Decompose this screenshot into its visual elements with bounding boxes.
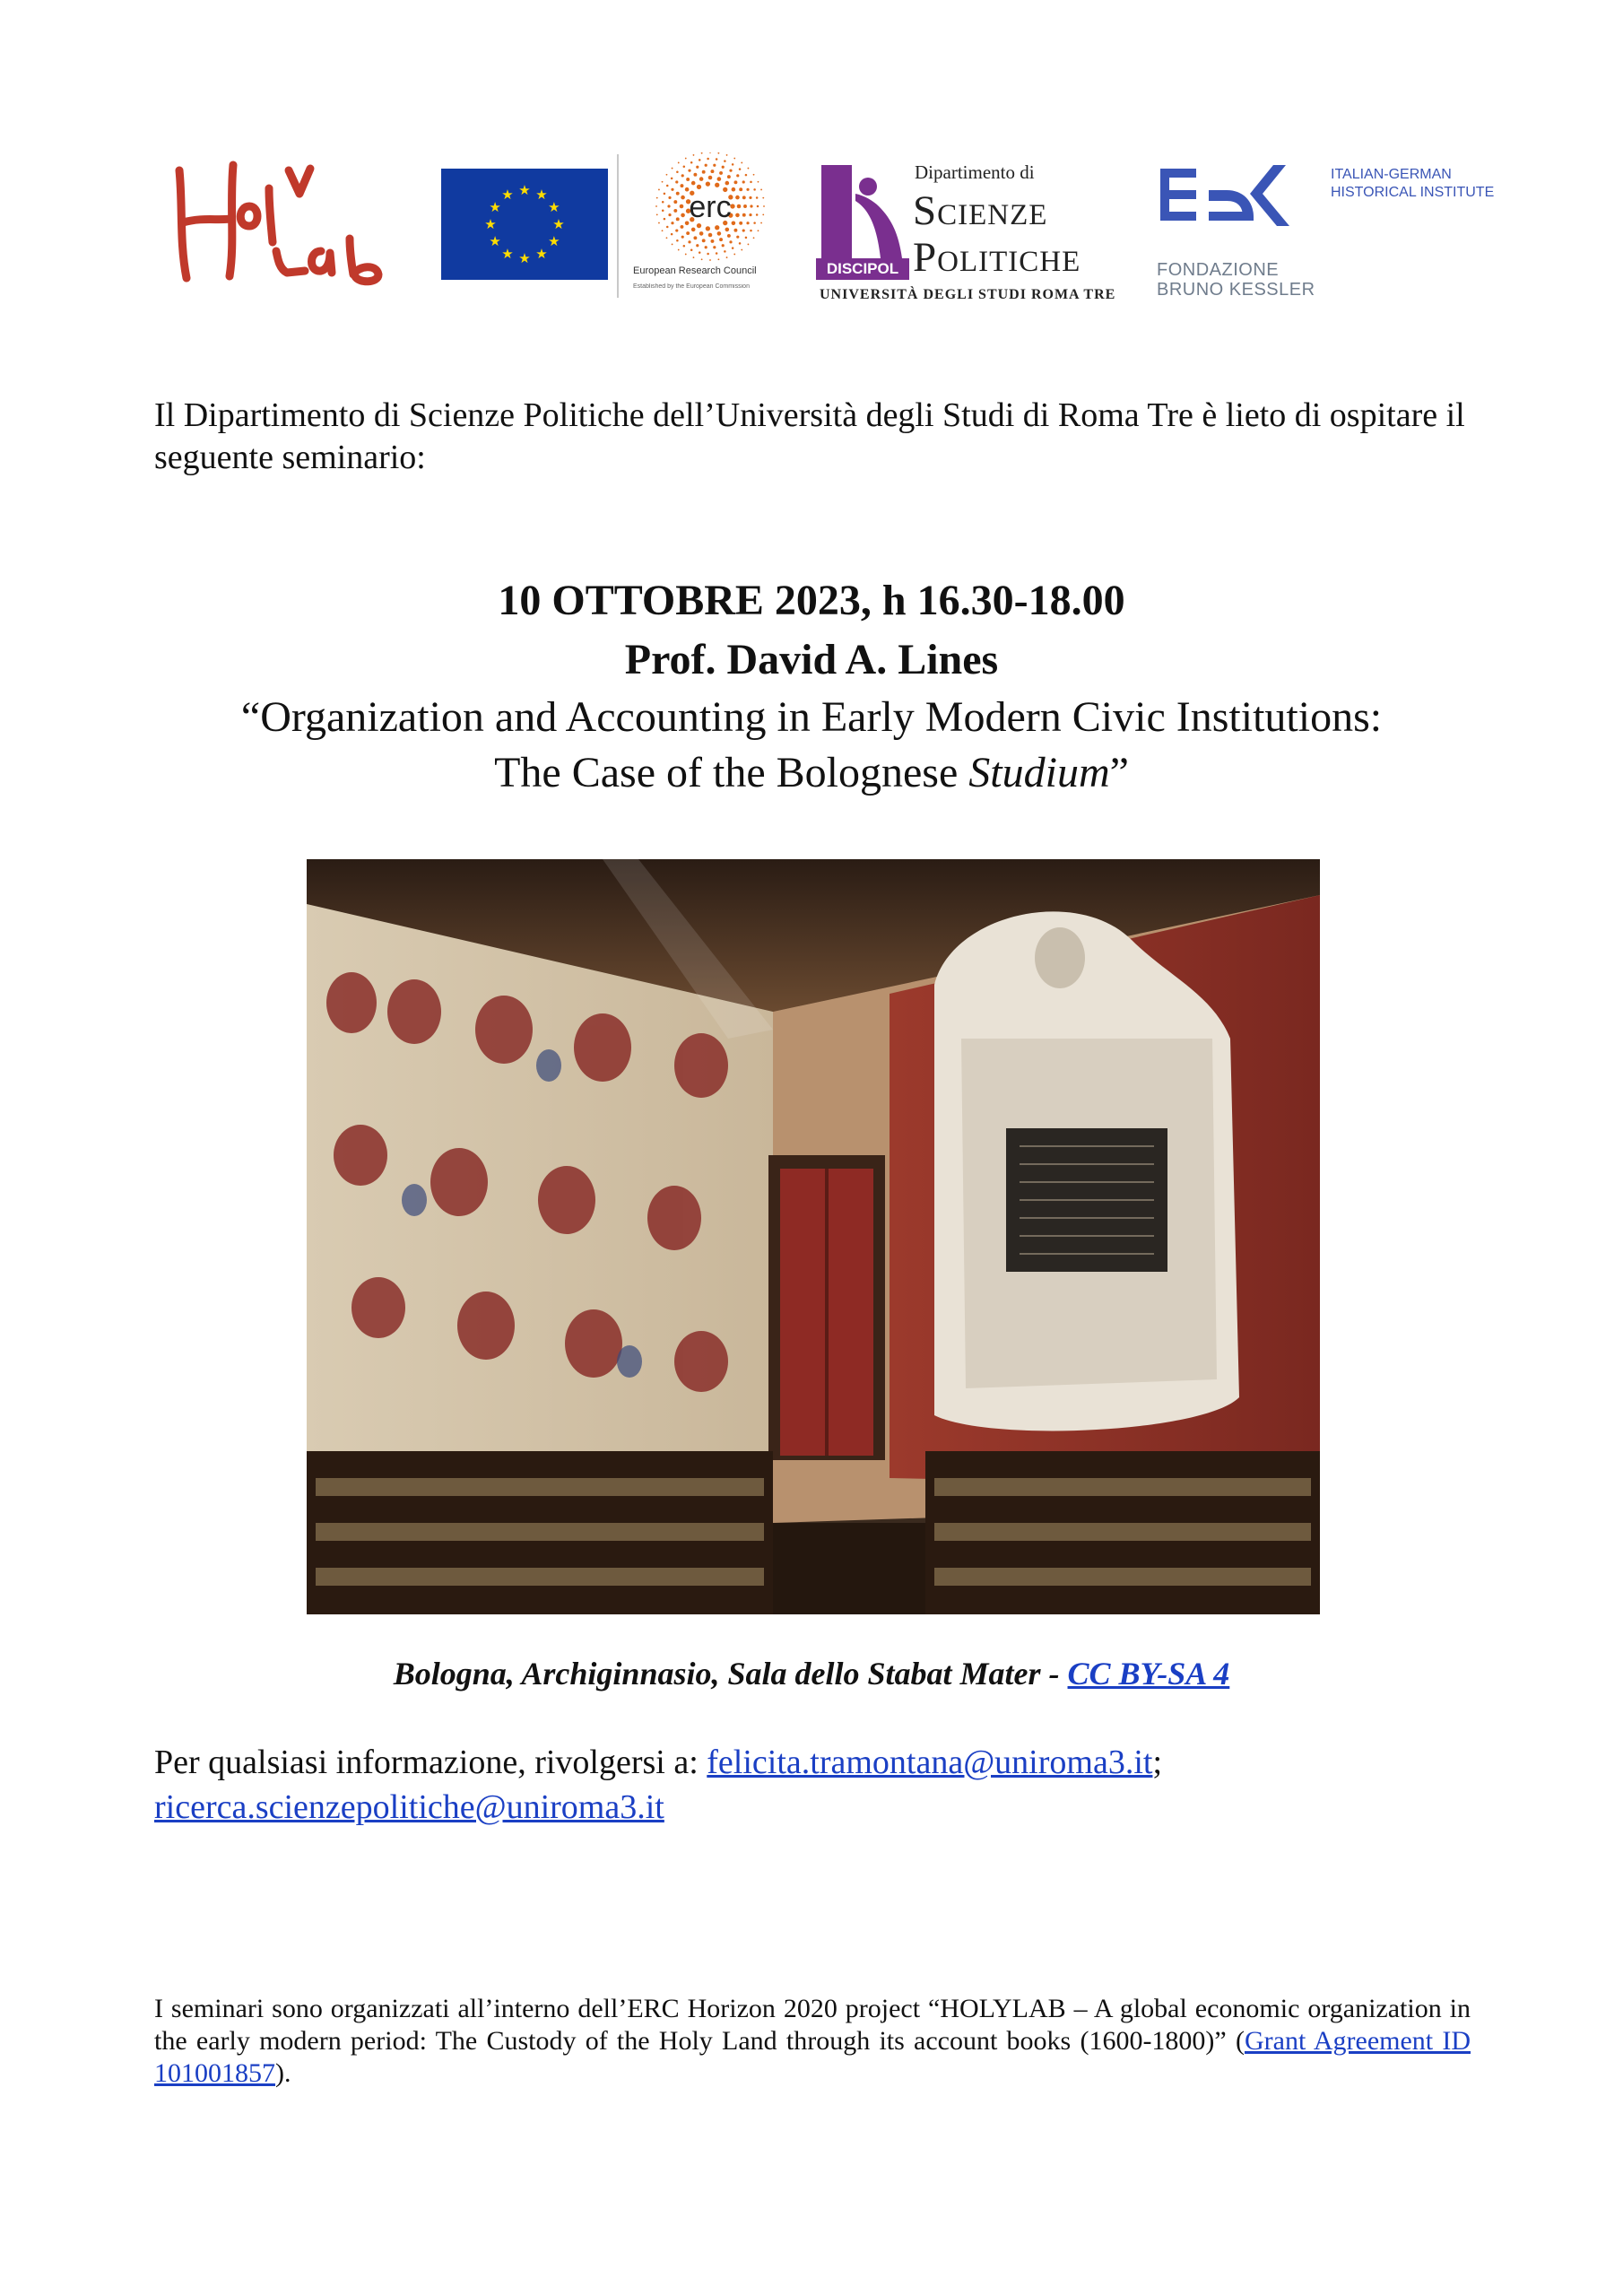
erc-dot [732, 163, 734, 166]
erc-dot [749, 213, 751, 216]
erc-dot [727, 234, 731, 238]
erc-dot [706, 226, 710, 230]
erc-dot [662, 230, 664, 231]
erc-dot [662, 181, 664, 183]
erc-dot [745, 174, 748, 177]
erc-dot [758, 181, 759, 183]
erc-dot [693, 257, 695, 258]
erc-dot [742, 213, 746, 217]
erc-dot [699, 231, 704, 236]
erc-dot [686, 231, 690, 235]
erc-dot [668, 196, 671, 199]
contact-prefix: Per qualsiasi informazione, rivolgersi a: [154, 1744, 707, 1781]
erc-dot [683, 245, 686, 248]
erc-dot [664, 218, 666, 221]
erc-dot [693, 154, 695, 156]
erc-dot [676, 217, 680, 221]
erc-dot [739, 242, 742, 245]
erc-dot [693, 173, 697, 177]
erc-dot [680, 204, 684, 209]
erc-dot [748, 244, 750, 246]
erc-dot [688, 170, 690, 172]
eu-star-icon: ★ [535, 247, 548, 262]
erc-dot [735, 196, 740, 200]
erc-dot [716, 158, 718, 161]
title-prefix: The Case of the Bolognese [494, 749, 969, 796]
erc-subcaption: Established by the European Commission [633, 283, 750, 290]
erc-dot [706, 181, 710, 186]
dept-small-label: Dipartimento di [915, 161, 1035, 183]
footnote-text: I seminari sono organizzati all’interno dell’ERC Horizon 2020 project “HOLYLAB – A global economic organization in the early modern period: The Custody of the Holy Land through its account books (1600-1800)” ( [154, 1994, 1471, 2056]
erc-dot [709, 259, 711, 261]
erc-dot [678, 249, 680, 251]
eu-flag-logo [441, 169, 608, 280]
erc-dot [696, 244, 699, 247]
fbk-label-line2: BRUNO KESSLER [1157, 280, 1315, 300]
erc-dot [716, 252, 718, 255]
erc-dot [713, 246, 716, 248]
erc-dot [710, 239, 714, 243]
university-label: UNIVERSITÀ DEGLI STUDI ROMA TRE [820, 287, 1116, 302]
erc-dot [691, 228, 696, 232]
eu-star-icon: ★ [552, 218, 565, 232]
archiginnasio-photo [307, 859, 1320, 1614]
erc-dot [699, 159, 701, 161]
erc-dot [742, 229, 745, 231]
erc-dot [715, 225, 719, 230]
erc-dot [726, 257, 728, 258]
erc-dot [753, 188, 756, 191]
eu-star-icon: ★ [484, 218, 497, 232]
event-title-line1: “Organization and Accounting in Early Modern Civic Institutions: [240, 693, 1383, 741]
erc-dot [681, 174, 684, 177]
erc-dot [717, 258, 719, 260]
erc-dot [758, 230, 759, 231]
erc-dot [671, 178, 673, 180]
erc-dot [715, 183, 719, 187]
dept-name-line2: Politiche [913, 234, 1081, 281]
erc-dot [753, 222, 756, 224]
erc-dot [702, 170, 706, 174]
logo-divider [617, 154, 619, 298]
erc-dot [678, 162, 680, 164]
contact-paragraph [154, 1740, 1481, 1830]
erc-dot [656, 213, 658, 215]
erc-logo [631, 152, 766, 300]
erc-dot [745, 237, 748, 239]
erc-dot [724, 250, 726, 253]
erc-dot [729, 240, 732, 243]
erc-dot [666, 237, 668, 239]
eu-star-icon: ★ [501, 247, 514, 262]
erc-dot [673, 200, 677, 204]
erc-dot [701, 258, 703, 260]
erc-dot [746, 222, 749, 224]
title-suffix: ” [1109, 749, 1129, 796]
erc-dot [708, 176, 713, 180]
erc-dot [705, 246, 707, 248]
eu-star-icon: ★ [548, 235, 560, 249]
erc-dot [729, 170, 732, 172]
erc-dot [727, 175, 731, 178]
erc-dot [732, 222, 736, 226]
erc-dot [719, 238, 723, 241]
fbk-logo [1157, 163, 1515, 307]
erc-dot [685, 254, 687, 256]
erc-dot [655, 205, 657, 207]
erc-dot [699, 177, 704, 181]
erc-dot [743, 204, 747, 208]
intro-paragraph: Il Dipartimento di Scienze Politiche dell’Università degli Studi di Roma Tre è lieto di ospitare il seguente seminario: [154, 396, 1465, 476]
erc-dot [762, 197, 764, 199]
erc-dot [681, 236, 684, 239]
erc-dot [671, 233, 673, 236]
caption-text: Bologna, Archiginnasio, Sala dello Stabat Mater - [393, 1656, 1068, 1692]
eu-star-icon: ★ [518, 252, 531, 266]
event-title-line2 [0, 746, 1623, 800]
erc-dot [742, 196, 746, 199]
erc-dot [722, 166, 725, 169]
email-link-ricerca[interactable]: ricerca.scienzepolitiche@uniroma3.it [154, 1788, 664, 1826]
erc-dot [675, 229, 678, 231]
erc-dot [658, 189, 660, 191]
license-link[interactable]: CC BY-SA 4 [1067, 1656, 1230, 1692]
erc-dot [725, 228, 730, 232]
erc-dot [762, 213, 764, 215]
eu-star-icon: ★ [518, 184, 531, 198]
grant-agreement-link[interactable]: Grant Agreement ID 101001857 [154, 2026, 1471, 2088]
erc-dot [681, 213, 685, 218]
photo-caption [0, 1653, 1623, 1694]
erc-dot [681, 196, 685, 200]
erc-dot [690, 248, 693, 251]
eu-star-icon: ★ [501, 188, 514, 204]
erc-dot [756, 213, 759, 216]
erc-dot [719, 171, 723, 175]
erc-dot [685, 158, 687, 160]
erc-dot [658, 222, 660, 224]
erc-dot [699, 251, 701, 254]
erc-dot [702, 239, 706, 242]
erc-dot [672, 244, 673, 246]
erc-dot [749, 196, 751, 199]
eu-star-icon: ★ [489, 235, 501, 249]
erc-dot [735, 213, 740, 218]
erc-dot [680, 184, 683, 187]
erc-dot [757, 205, 759, 208]
erc-dot [746, 188, 749, 191]
erc-dot [739, 222, 742, 225]
footnote-suffix: ). [275, 2058, 291, 2088]
igi-label-line1: ITALIAN-GERMAN [1331, 167, 1452, 182]
erc-dot [673, 209, 677, 213]
erc-dot [750, 181, 752, 184]
event-speaker: Prof. David A. Lines [624, 636, 999, 683]
erc-dot [671, 222, 673, 224]
erc-dot [733, 158, 735, 160]
erc-dot [688, 240, 690, 243]
erc-dot [748, 168, 750, 170]
erc-dot [756, 196, 759, 199]
eu-star-icon: ★ [489, 201, 501, 215]
erc-dot [708, 233, 713, 238]
erc-dot [760, 189, 762, 191]
erc-dot [676, 170, 679, 173]
erc-dot [664, 193, 666, 196]
discipol-logo [816, 161, 1130, 312]
erc-dot [683, 166, 686, 168]
erc-dot [693, 236, 697, 239]
fbk-label-line1: FONDAZIONE [1157, 260, 1280, 280]
erc-dot [724, 160, 726, 162]
title-italic: Studium [968, 749, 1110, 796]
erc-dot [737, 204, 742, 209]
erc-dot [690, 161, 693, 164]
erc-dot [668, 213, 671, 216]
erc-dot [666, 226, 669, 229]
holylab-logo [170, 152, 395, 287]
erc-dot [732, 187, 736, 192]
contact-separator: ; [1152, 1744, 1162, 1781]
footnote-paragraph [154, 1993, 1471, 2090]
erc-dot [763, 205, 765, 207]
erc-dot [753, 237, 755, 239]
erc-dot [656, 197, 658, 199]
erc-dot [717, 177, 722, 181]
erc-dot [676, 192, 680, 196]
erc-dot [705, 164, 707, 167]
erc-dot [662, 210, 664, 213]
erc-dot [739, 168, 742, 170]
erc-dot [691, 181, 696, 186]
erc-dot [686, 178, 690, 181]
erc-wordmark: erc [689, 190, 732, 224]
erc-dot [725, 181, 730, 186]
erc-dot [680, 225, 683, 229]
erc-dot [710, 170, 714, 173]
eu-star-icon: ★ [535, 188, 548, 204]
erc-dot [713, 164, 716, 167]
dept-name-line1: Scienze [913, 187, 1048, 234]
erc-dot [722, 244, 725, 247]
erc-dot [701, 152, 703, 154]
erc-dot [675, 180, 678, 183]
erc-dot [739, 187, 742, 191]
erc-dot [672, 168, 673, 170]
erc-dot [753, 174, 755, 176]
erc-dot [733, 229, 737, 232]
erc-dot [662, 201, 664, 204]
erc-dot [741, 162, 742, 164]
erc-dot [742, 180, 745, 183]
erc-dot [671, 188, 673, 191]
erc-dot [697, 185, 701, 189]
erc-dot [696, 166, 699, 169]
erc-dot [733, 254, 735, 256]
erc-caption: European Research Council [633, 265, 757, 276]
erc-dot [736, 174, 739, 177]
erc-dot [717, 231, 722, 236]
erc-dot [733, 180, 737, 184]
event-date: 10 OTTOBRE 2023, h 16.30-18.00 [498, 577, 1125, 624]
erc-dot [732, 247, 734, 249]
erc-dot [736, 236, 739, 239]
erc-dot [666, 174, 668, 176]
eu-star-icon: ★ [548, 201, 560, 215]
discipol-label: DISCIPOL [816, 258, 909, 280]
erc-dot [707, 158, 709, 161]
erc-dot [760, 222, 762, 224]
erc-dot [741, 249, 742, 251]
erc-dot [666, 185, 669, 187]
igi-label-line2: HISTORICAL INSTITUTE [1331, 185, 1495, 200]
email-link-tramontana[interactable]: felicita.tramontana@uniroma3.it [707, 1744, 1153, 1781]
erc-dot [707, 253, 709, 256]
erc-dot [709, 152, 711, 153]
erc-dot [750, 204, 752, 207]
erc-dot [667, 204, 670, 207]
erc-dot [750, 230, 752, 232]
erc-dot [717, 152, 719, 154]
erc-dot [726, 154, 728, 156]
erc-dot [676, 239, 679, 242]
